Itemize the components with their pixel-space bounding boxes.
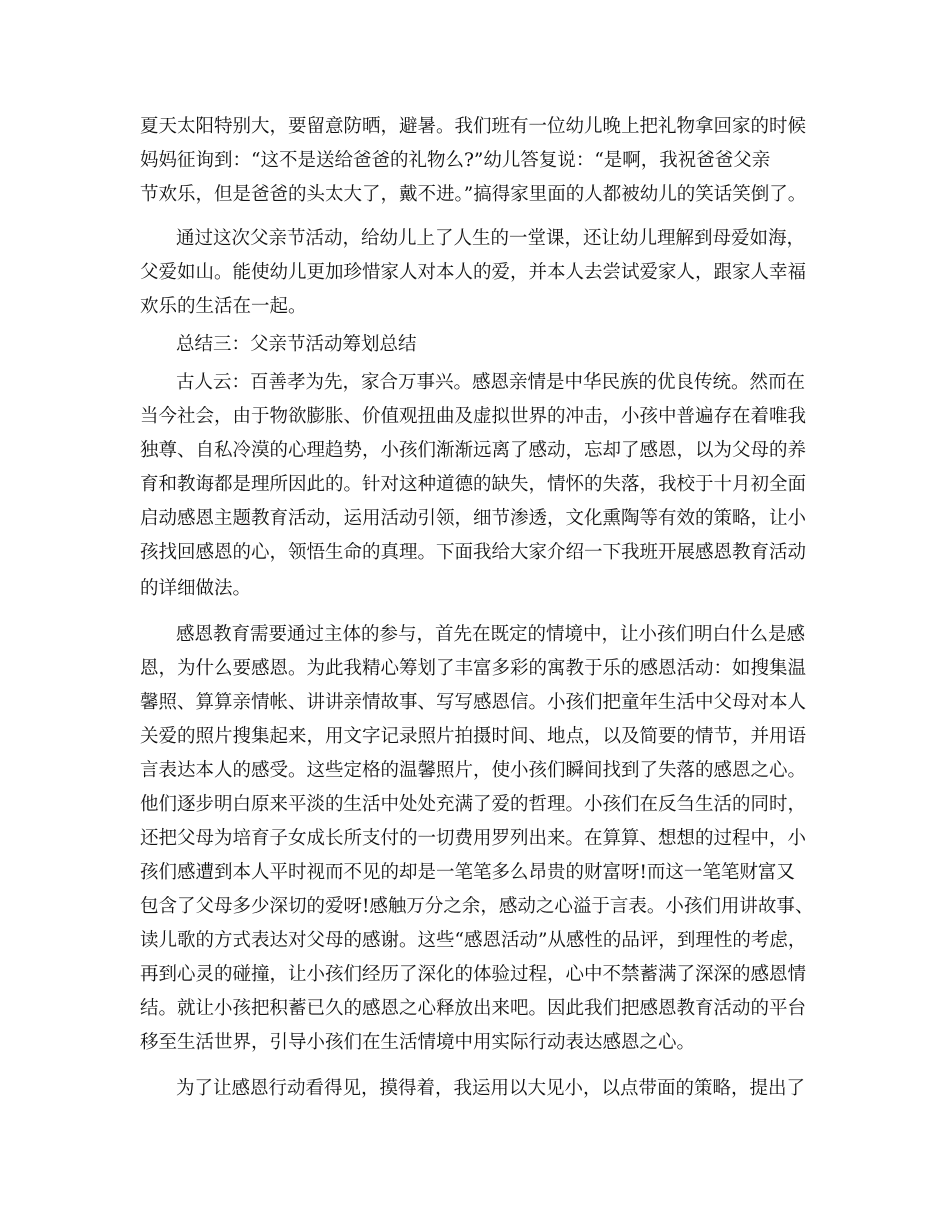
text-line: 读儿歌的方式表达对父母的感谢。这些“感恩活动”从感性的品评，到理性的考虑， — [140, 930, 807, 951]
text-line: 再到心灵的碰撞，让小孩们经历了深化的体验过程，心中不禁蓄满了深深的感恩情 — [140, 964, 807, 985]
paragraph-first-line: 古人云：百善孝为先，家合万事兴。感恩亲情是中华民族的优良传统。然而在 — [176, 372, 806, 393]
text-line: 育和教诲都是理所因此的。针对这种道德的缺失，情怀的失落，我校于十月初全面 — [140, 474, 807, 495]
text-line: 移至生活世界，引导小孩们在生活情境中用实际行动表达感恩之心。 — [140, 1032, 696, 1053]
text-line: 他们逐步明白原来平淡的生活中处处充满了爱的哲理。小孩们在反刍生活的同时， — [140, 794, 807, 815]
paragraph-first-line: 为了让感恩行动看得见，摸得着，我运用以大见小，以点带面的策略，提出了 — [176, 1078, 806, 1099]
text-line: 包含了父母多少深切的爱呀!感触万分之余，感动之心溢于言表。小孩们用讲故事、 — [140, 896, 814, 917]
text-line: 言表达本人的感受。这些定格的温馨照片，使小孩们瞬间找到了失落的感恩之心。 — [140, 760, 807, 781]
text-line: 的详细做法。 — [140, 578, 252, 599]
text-line: 独尊、自私冷漠的心理趋势，小孩们渐渐远离了感动，忘却了感恩，以为父母的养 — [140, 440, 807, 461]
paragraph-first-line: 感恩教育需要通过主体的参与，首先在既定的情境中，让小孩们明白什么是感 — [176, 624, 806, 645]
text-line: 关爱的照片搜集起来，用文字记录照片拍摄时间、地点，以及简要的情节，并用语 — [140, 726, 807, 747]
text-line: 孩们感遭到本人平时视而不见的却是一笔笔多么昂贵的财富呀!而这一笔笔财富又 — [140, 862, 795, 883]
paragraph-first-line: 通过这次父亲节活动，给幼儿上了人生的一堂课，还让幼儿理解到母爱如海， — [176, 228, 806, 249]
text-line: 当今社会，由于物欲膨胀、价值观扭曲及虚拟世界的冲击，小孩中普遍存在着唯我 — [140, 406, 807, 427]
text-line: 还把父母为培育子女成长所支付的一切费用罗列出来。在算算、想想的过程中，小 — [140, 828, 807, 849]
text-line: 父爱如山。能使幼儿更加珍惜家人对本人的爱，并本人去尝试爱家人，跟家人幸福 — [140, 262, 807, 283]
text-line: 馨照、算算亲情帐、讲讲亲情故事、写写感恩信。小孩们把童年生活中父母对本人 — [140, 692, 807, 713]
text-line: 孩找回感恩的心，领悟生命的真理。下面我给大家介绍一下我班开展感恩教育活动 — [140, 542, 807, 563]
text-line: 夏天太阳特别大，要留意防晒，避暑。我们班有一位幼儿晚上把礼物拿回家的时候 — [140, 116, 807, 137]
text-line: 结。就让小孩把积蓄已久的感恩之心释放出来吧。因此我们把感恩教育活动的平台 — [140, 998, 807, 1019]
text-line: 欢乐的生活在一起。 — [140, 296, 307, 317]
text-line: 节欢乐，但是爸爸的头太大了，戴不进。”搞得家里面的人都被幼儿的笑话笑倒了。 — [140, 184, 807, 205]
text-line: 恩，为什么要感恩。为此我精心筹划了丰富多彩的寓教于乐的感恩活动：如搜集温 — [140, 658, 807, 679]
text-line: 启动感恩主题教育活动，运用活动引领，细节渗透，文化熏陶等有效的策略，让小 — [140, 508, 807, 529]
text-line: 妈妈征询到：“这不是送给爸爸的礼物么?”幼儿答复说：“是啊，我祝爸爸父亲 — [140, 150, 771, 171]
section-heading: 总结三：父亲节活动筹划总结 — [176, 334, 417, 355]
